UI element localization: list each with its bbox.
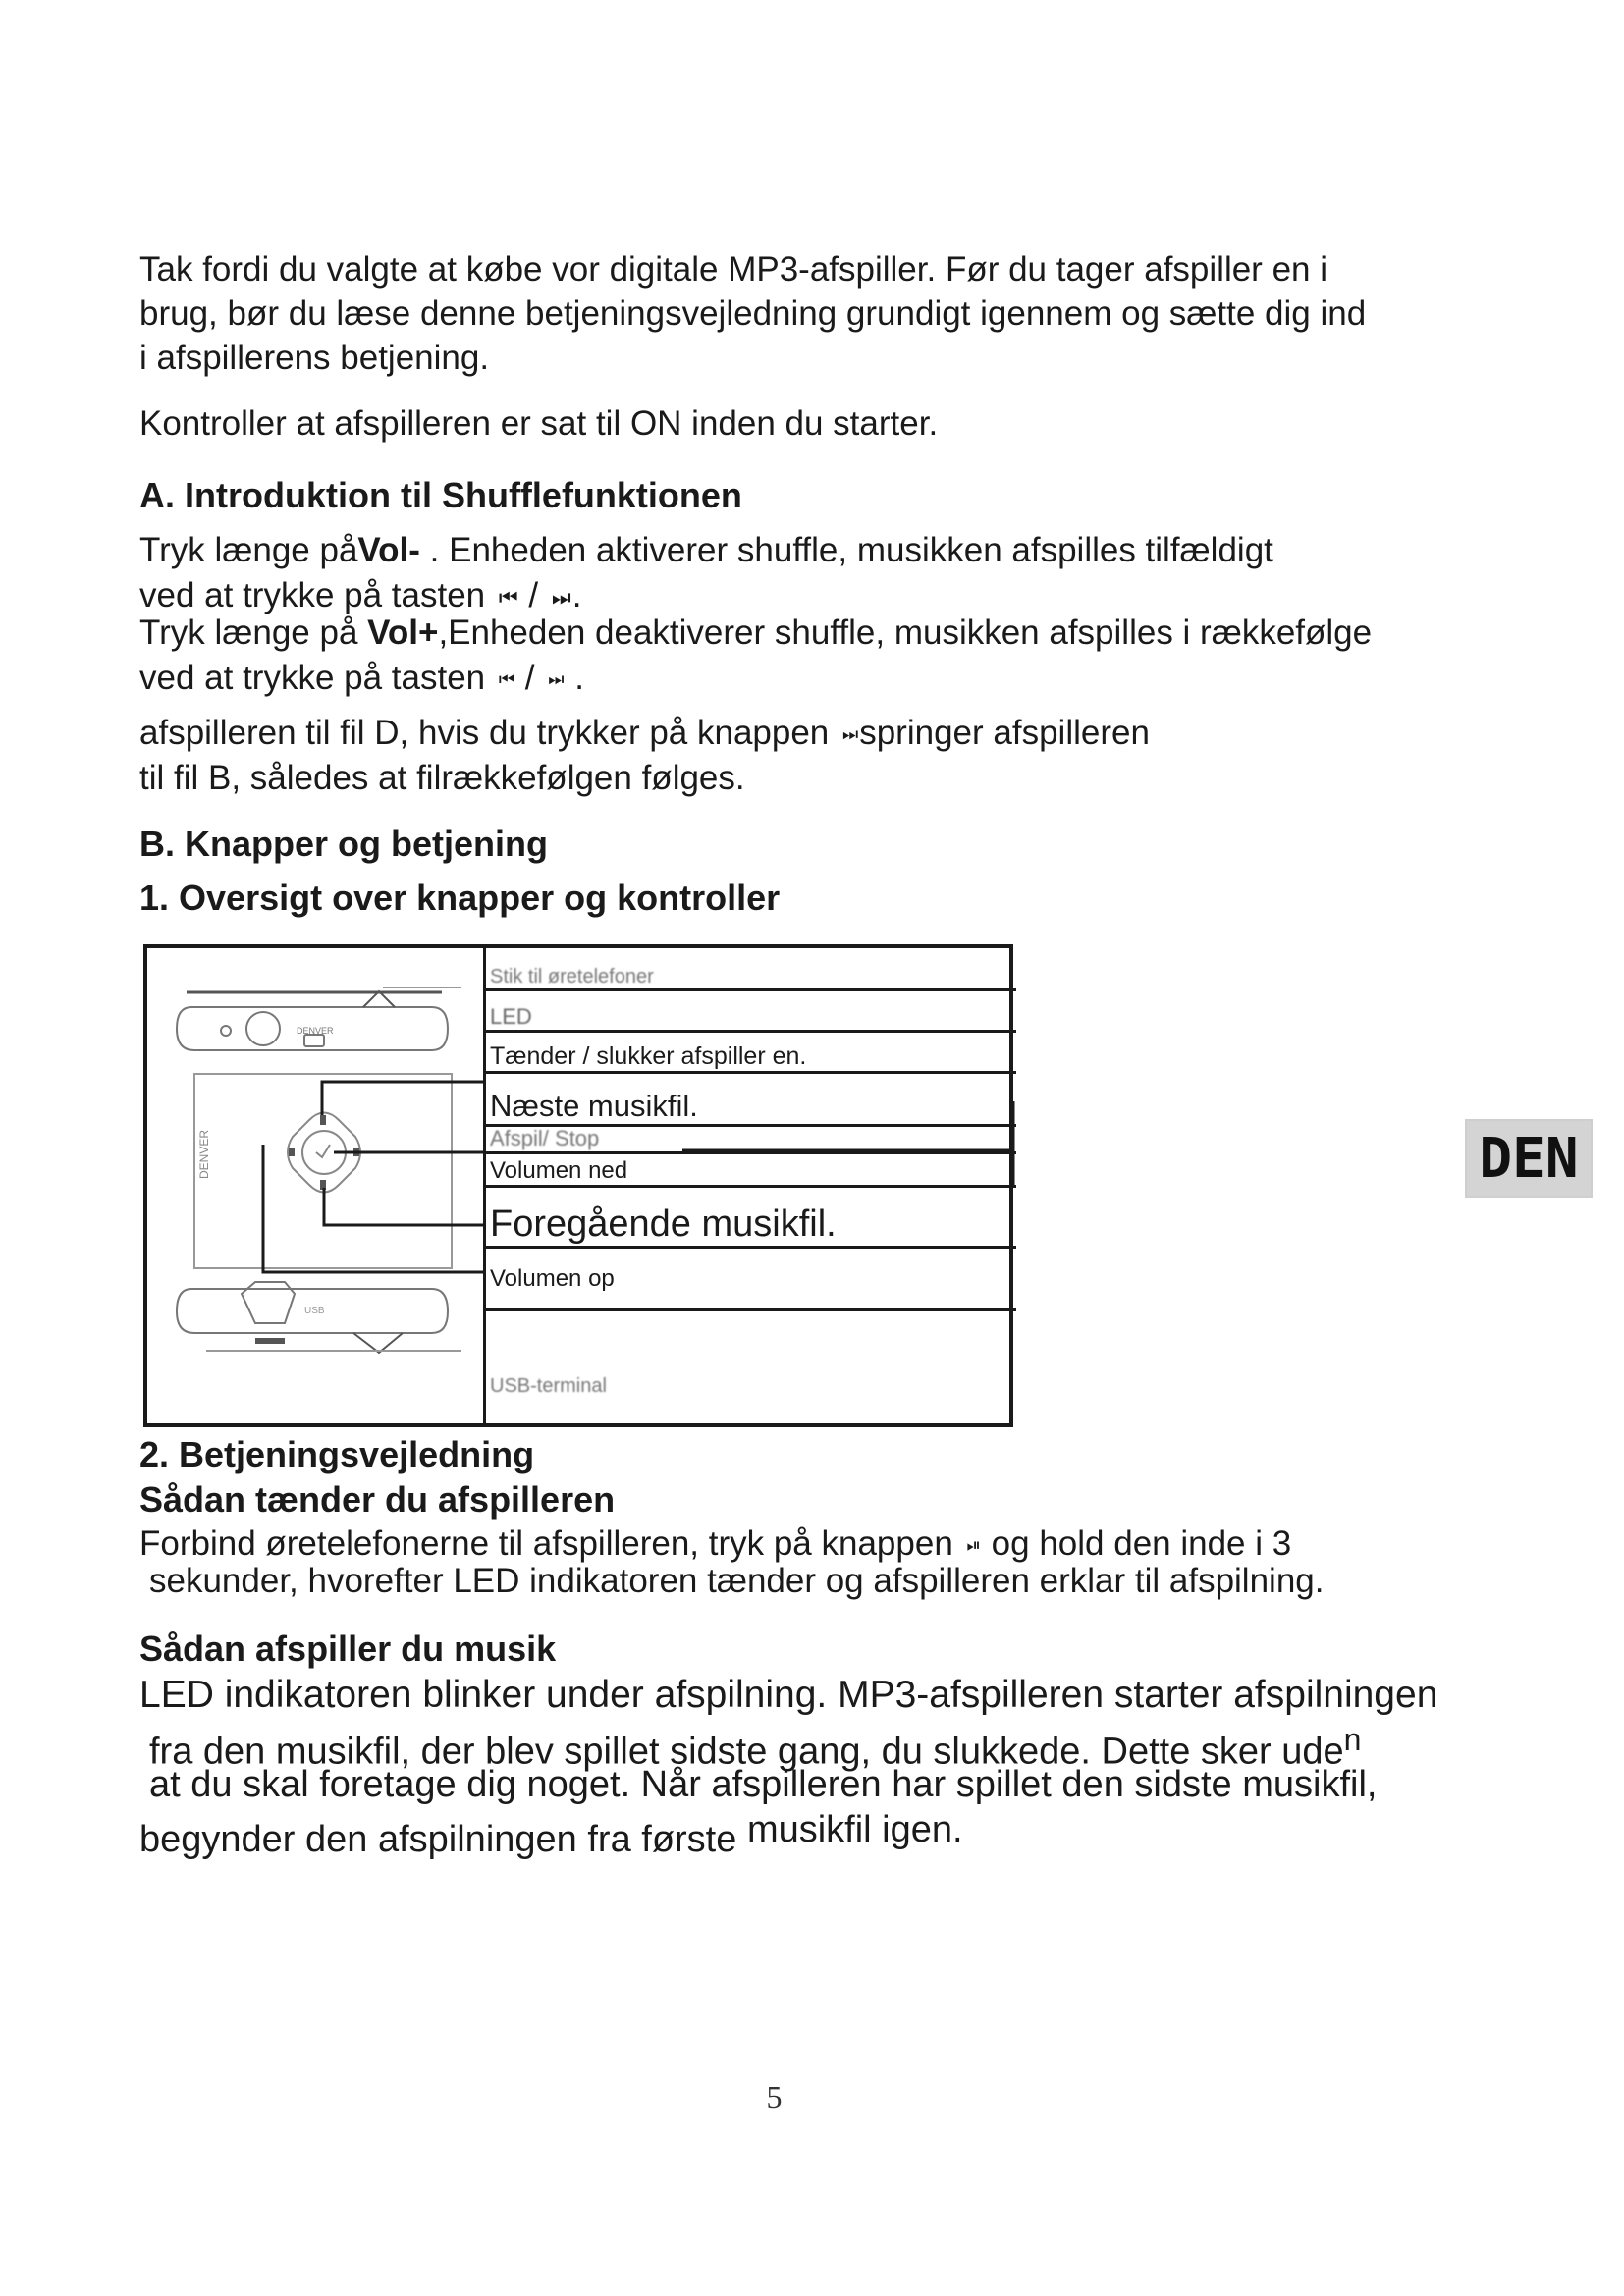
section-b-heading: B. Knapper og betjening [139, 824, 549, 864]
power-on-subheading: Sådan tænder du afspilleren [139, 1479, 616, 1520]
next-icon: ⏭ [548, 669, 562, 690]
device-brand-top: DENVER [297, 1026, 334, 1036]
device-usb-text: USB [304, 1306, 325, 1316]
controls-diagram [143, 944, 1013, 1427]
label-usb-terminal: USB-terminal [490, 1375, 607, 1397]
next-icon: ⏭ [842, 724, 856, 745]
label-previous-track: Foregående musikfil. [486, 1188, 1016, 1249]
section-a-line: ved at trykke på tasten ⏮ / ⏭ . [139, 656, 584, 702]
section-2-heading: 2. Betjeningsvejledning [139, 1434, 535, 1474]
section-b-subheading: 1. Oversigt over knapper og kontroller [139, 878, 781, 918]
play-music-subheading: Sådan afspiller du musik [139, 1629, 557, 1669]
next-icon: ⏭ [551, 585, 568, 611]
intro-line: Kontroller at afspilleren er sat til ON inden du starter. [139, 404, 939, 443]
label-play-stop: Afspil/ Stop [486, 1127, 1016, 1154]
section-a-line: afspilleren til fil D, hvis du trykker på knappen ⏭ springer afspilleren [139, 711, 1150, 757]
device-brand-front: DENVER [197, 1129, 211, 1179]
play-music-line: LED indikatoren blinker under afspilning. MP3-afspilleren starter afspilningen [139, 1674, 1438, 1716]
device-illustration [147, 948, 483, 1425]
language-badge: DEN [1465, 1119, 1593, 1198]
prev-icon: ⏮ [498, 669, 513, 690]
label-volume-up: Volumen op [486, 1249, 1016, 1311]
label-volume-down: Volumen ned [486, 1154, 1016, 1188]
diagram-labels [483, 948, 1016, 1423]
play-music-line: begynder den afspilningen fra første musikfil igen. [139, 1809, 963, 1860]
section-a-line: til fil B, således at filrækkefølgen følges. [139, 759, 745, 797]
play-music-line: fra den musikfil, der blev spillet sidste gang, du slukkede. Dette sker ude$^n$ [149, 1722, 1362, 1773]
power-on-line: Forbind øretelefonerne til afspilleren, tryk på knappen ⏯ og hold den inde i 3 [139, 1522, 1291, 1568]
intro-line: brug, bør du læse denne betjeningsvejledning grundigt igennem og sætte dig ind [139, 294, 1367, 333]
section-a-line: Tryk længe påVol- . Enheden aktiverer shuffle, musikken afspilles tilfældigt [139, 531, 1273, 569]
power-on-line: sekunder, hvorefter LED indikatoren tænder og afspilleren erklar til afspilning. [149, 1562, 1325, 1600]
play-music-line: at du skal foretage dig noget. Når afspilleren har spillet den sidste musikfil, [149, 1764, 1378, 1805]
intro-line: Tak fordi du valgte at købe vor digitale MP3-afspiller. Før du tager afspiller en i [139, 250, 1327, 289]
label-next-track: Næste musikfil. [486, 1074, 1016, 1127]
page-number: 5 [766, 2079, 783, 2114]
section-a-heading: A. Introduktion til Shufflefunktionen [139, 475, 742, 515]
label-headphone-jack: Stik til øretelefoner [486, 948, 1016, 991]
play-pause-icon: ⏯ [966, 1535, 978, 1556]
label-power: Tænder / slukker afspiller en. [486, 1033, 1016, 1074]
section-a-line: ved at trykke på tasten ⏮ / ⏭ . [139, 573, 581, 619]
prev-icon: ⏮ [498, 585, 515, 611]
label-led: LED [486, 991, 1016, 1033]
section-a-line: Tryk længe på Vol+,Enheden deaktiverer shuffle, musikken afspilles i rækkefølge [139, 614, 1373, 652]
intro-line: i afspillerens betjening. [139, 339, 490, 377]
